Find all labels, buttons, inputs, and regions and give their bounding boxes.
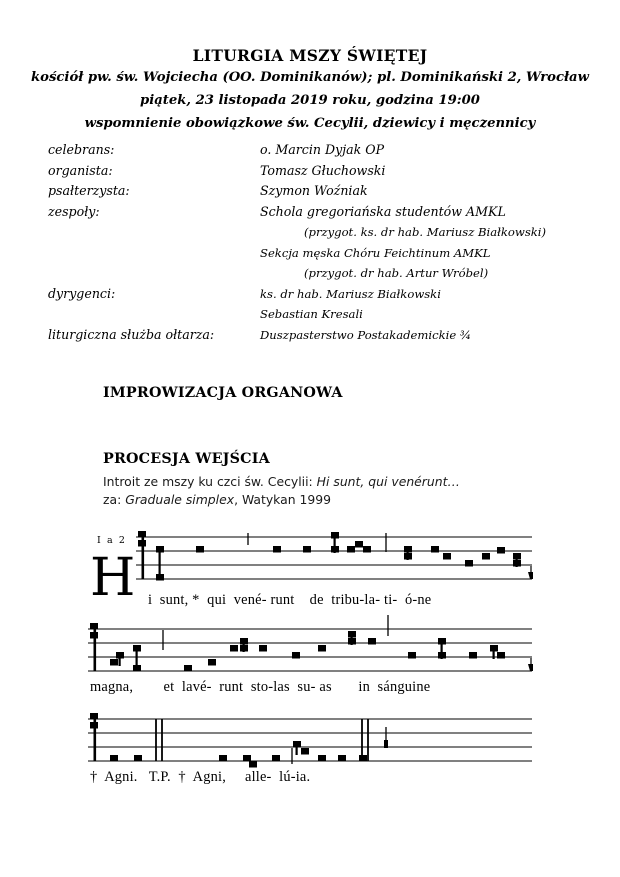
roster-label: zespoły: [48,203,100,219]
c-clef-icon [138,531,146,579]
chant-lyrics-line-3: † Agni. T.P. † Agni, alle- lú-ia. [90,769,311,785]
chant-lyrics-line-2: magna, et lavé- runt sto-las su- as in sánguine [90,679,431,695]
roster-label: organista: [48,162,113,178]
roster-value: o. Marcin Dyjak OP [260,142,385,157]
roster-label [48,304,260,325]
header-feast-line: wspomnienie obowiązkowe św. Cecylii, dziewicy i męczennicy [84,116,536,131]
c-clef-icon [90,623,98,671]
rubric-introit-source [103,473,460,491]
section-heading-improvisation: IMPROWIZACJA ORGANOWA [103,385,343,401]
rubric-text: Introit ze mszy ku czci św. Cecylii: [103,474,317,489]
header-venue-line: kościół pw. św. Wojciecha (OO. Dominikanów); pl. Dominikański 2, Wrocław [31,70,589,85]
roster-label [48,263,260,284]
roster-row [48,243,588,264]
rubric-incipit: Hi sunt, qui venérunt… [316,474,460,489]
rubric-book-source [103,491,331,509]
rubric-book-edition: , Watykan 1999 [234,492,332,507]
roster-label: celebrans: [48,142,115,157]
roster-label: liturgiczna służba ołtarza: [48,326,215,342]
roster-row [48,263,588,284]
page-title: LITURGIA MSZY ŚWIĘTEJ [192,46,428,65]
roster-row [48,181,588,202]
chant-mode-marking: I a 2 [97,535,127,546]
roster-value: Duszpasterstwo Postakademickie ¾ [260,327,472,342]
roster-value: (przygot. dr hab. Artur Wróbel) [304,266,489,280]
chant-staff-3 [88,713,532,768]
c-clef-icon [90,713,98,761]
roster-row [48,284,588,305]
roster-value: (przygot. ks. dr hab. Mariusz Białkowski) [304,225,547,239]
rubric-text: za: [103,492,126,507]
roster-value: Sebastian Kresali [260,307,363,321]
rubric-book-title: Graduale simplex [125,492,235,507]
roster-value: Sekcja męska Chóru Feichtinum AMKL [260,245,491,260]
roster-label [48,222,260,243]
roster-row [48,304,588,325]
roster-label: dyrygenci: [48,285,116,301]
double-barline-final [362,719,368,761]
document-header [0,46,620,135]
roster-row [48,222,588,243]
roster-label: psałterzysta: [48,183,130,198]
roster-row [48,140,588,161]
roster-label [48,243,260,264]
roster-value: ks. dr hab. Mariusz Białkowski [260,286,441,301]
section-heading-entrance-procession: PROCESJA WEJŚCIA [103,451,270,467]
roster-value: Tomasz Głuchowski [260,162,386,178]
roster-row [48,325,588,346]
double-barline [156,719,162,761]
chant-staff-2 [88,615,533,672]
chant-staff-1 [136,531,533,581]
chant-lyrics-line-1: i sunt, * qui vené- runt de tribu-la- ti- ó-ne [148,592,432,608]
roster-row [48,202,588,223]
roster-value: Szymon Woźniak [260,183,368,198]
header-date-line: piątek, 23 listopada 2019 roku, godzina 19:00 [140,93,480,108]
chant-initial-letter: H [90,548,136,608]
participants-list [48,140,588,345]
roster-value: Schola gregoriańska studentów AMKL [260,203,506,219]
roster-row [48,161,588,182]
